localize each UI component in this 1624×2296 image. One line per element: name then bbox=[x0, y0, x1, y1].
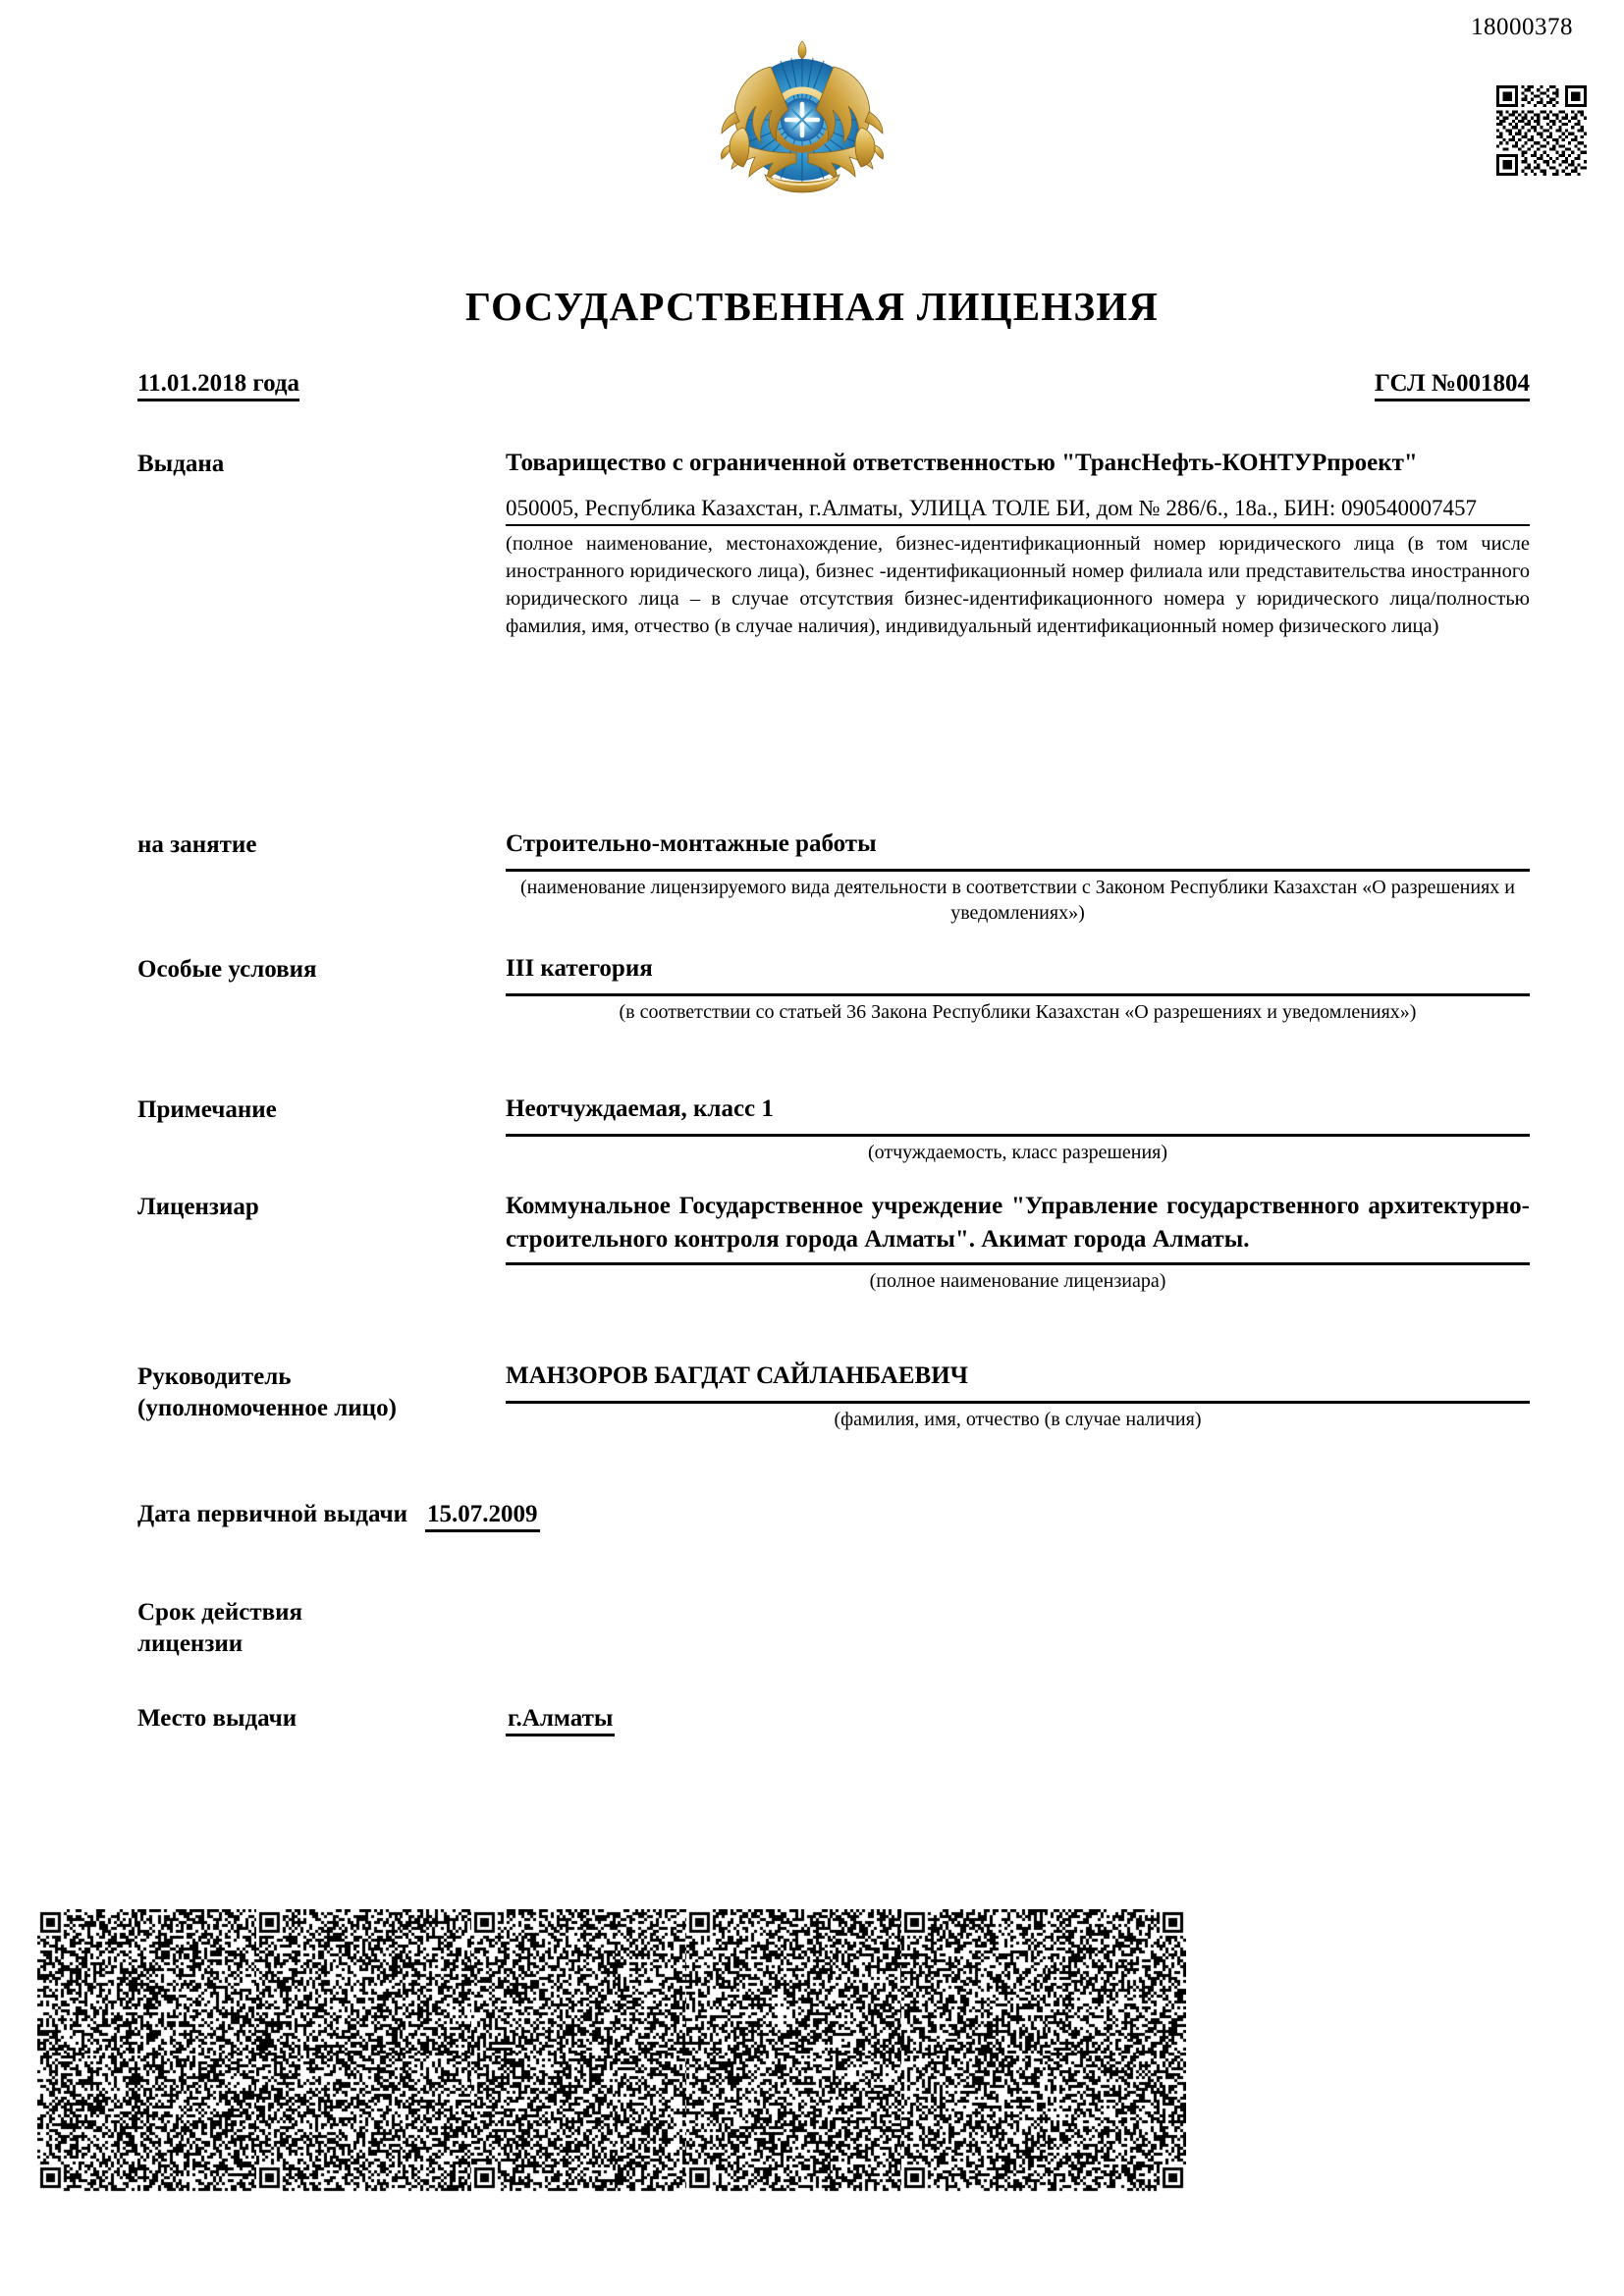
caption-activity: (наименование лицензируемого вида деятельности в соответствии с Законом Республики Казахстан «О разрешениях и уведомлениях») bbox=[519, 876, 1515, 924]
caption-licensor: (полное наименование лицензиара) bbox=[869, 1269, 1166, 1292]
field-head bbox=[137, 1360, 1530, 1432]
footer-qr-strip bbox=[0, 1909, 1624, 2194]
field-place-of-issue bbox=[137, 1701, 1530, 1736]
field-label-validity bbox=[137, 1595, 506, 1660]
issued-to-address: 050005, Республика Казахстан, г.Алматы, УЛИЦА ТОЛЕ БИ, дом № 286/6., 18а., БИН: 090540007457 bbox=[506, 495, 1478, 520]
page-title: ГОСУДАРСТВЕННАЯ ЛИЦЕНЗИЯ bbox=[464, 284, 1160, 329]
head-value: МАНЗОРОВ БАГДАТ САЙЛАНБАЕВИЧ bbox=[506, 1362, 969, 1389]
special-conditions-value: III категория bbox=[506, 955, 653, 982]
caption-note: (отчуждаемость, класс разрешения) bbox=[867, 1141, 1168, 1163]
place-of-issue-value: г.Алматы bbox=[506, 1705, 615, 1736]
field-label-validity-line2: лицензии bbox=[137, 1630, 244, 1657]
field-licensor bbox=[137, 1190, 1530, 1294]
field-label-issued-to: Выдана bbox=[137, 451, 225, 477]
first-issue-date-value: 15.07.2009 bbox=[425, 1501, 540, 1532]
field-validity bbox=[137, 1595, 1530, 1660]
caption-head: (фамилия, имя, отчество (в случае наличия) bbox=[834, 1408, 1202, 1430]
field-label-special-conditions: Особые условия bbox=[137, 956, 317, 983]
field-label-place-of-issue: Место выдачи bbox=[137, 1705, 298, 1732]
field-special-conditions bbox=[137, 952, 1530, 1025]
field-issued-to bbox=[137, 447, 1530, 641]
qr-code-top-icon bbox=[1496, 85, 1587, 176]
document-number: 18000378 bbox=[1471, 14, 1573, 40]
qr-code-5-icon bbox=[901, 1909, 1186, 2192]
kazakhstan-state-emblem-icon bbox=[714, 22, 891, 193]
issue-date: 11.01.2018 года bbox=[137, 370, 299, 401]
caption-special-conditions: (в соответствии со статьей 36 Закона Республики Казахстан «О разрешениях и уведомлениях») bbox=[619, 1000, 1417, 1023]
field-label-licensor: Лицензиар bbox=[137, 1194, 259, 1220]
field-label-head-line2: (уполномоченное лицо) bbox=[137, 1395, 397, 1421]
field-note bbox=[137, 1093, 1530, 1165]
license-header-row bbox=[137, 370, 1530, 401]
field-label-head bbox=[137, 1360, 506, 1424]
note-value: Неотчуждаемая, класс 1 bbox=[506, 1095, 774, 1122]
issued-to-value: Товарищество с ограниченной ответственностью "ТрансНефть-КОНТУРпроект" bbox=[506, 450, 1418, 476]
activity-value: Строительно-монтажные работы bbox=[506, 830, 877, 857]
field-activity bbox=[137, 828, 1530, 926]
field-label-activity: на занятие bbox=[137, 831, 257, 858]
field-label-first-issue-date: Дата первичной выдачи bbox=[137, 1501, 408, 1527]
caption-issued-to: (полное наименование, местонахождение, бизнес-идентификационный номер юридического лица (в том числе иностранного юридического лица), бизнес -идентификационный номер филиала или представительства иностранного юридического лица – в случае отсутствия бизнес-идентификационного номера у юридического лица/полностью фамилия, имя, отчество (в случае наличия), индивидуальный идентификационный номер физического лица) bbox=[506, 532, 1530, 638]
field-first-issue-date bbox=[137, 1497, 1530, 1532]
field-label-note: Примечание bbox=[137, 1096, 277, 1123]
licensor-value: Коммунальное Государственное учреждение "Управление государственного архитектурно-строительного контроля города Алматы". Акимат города Алматы. bbox=[506, 1193, 1530, 1253]
field-label-validity-line1: Срок действия bbox=[137, 1599, 303, 1626]
license-number: ГСЛ №001804 bbox=[1375, 370, 1530, 401]
field-label-head-line1: Руководитель bbox=[137, 1363, 292, 1390]
